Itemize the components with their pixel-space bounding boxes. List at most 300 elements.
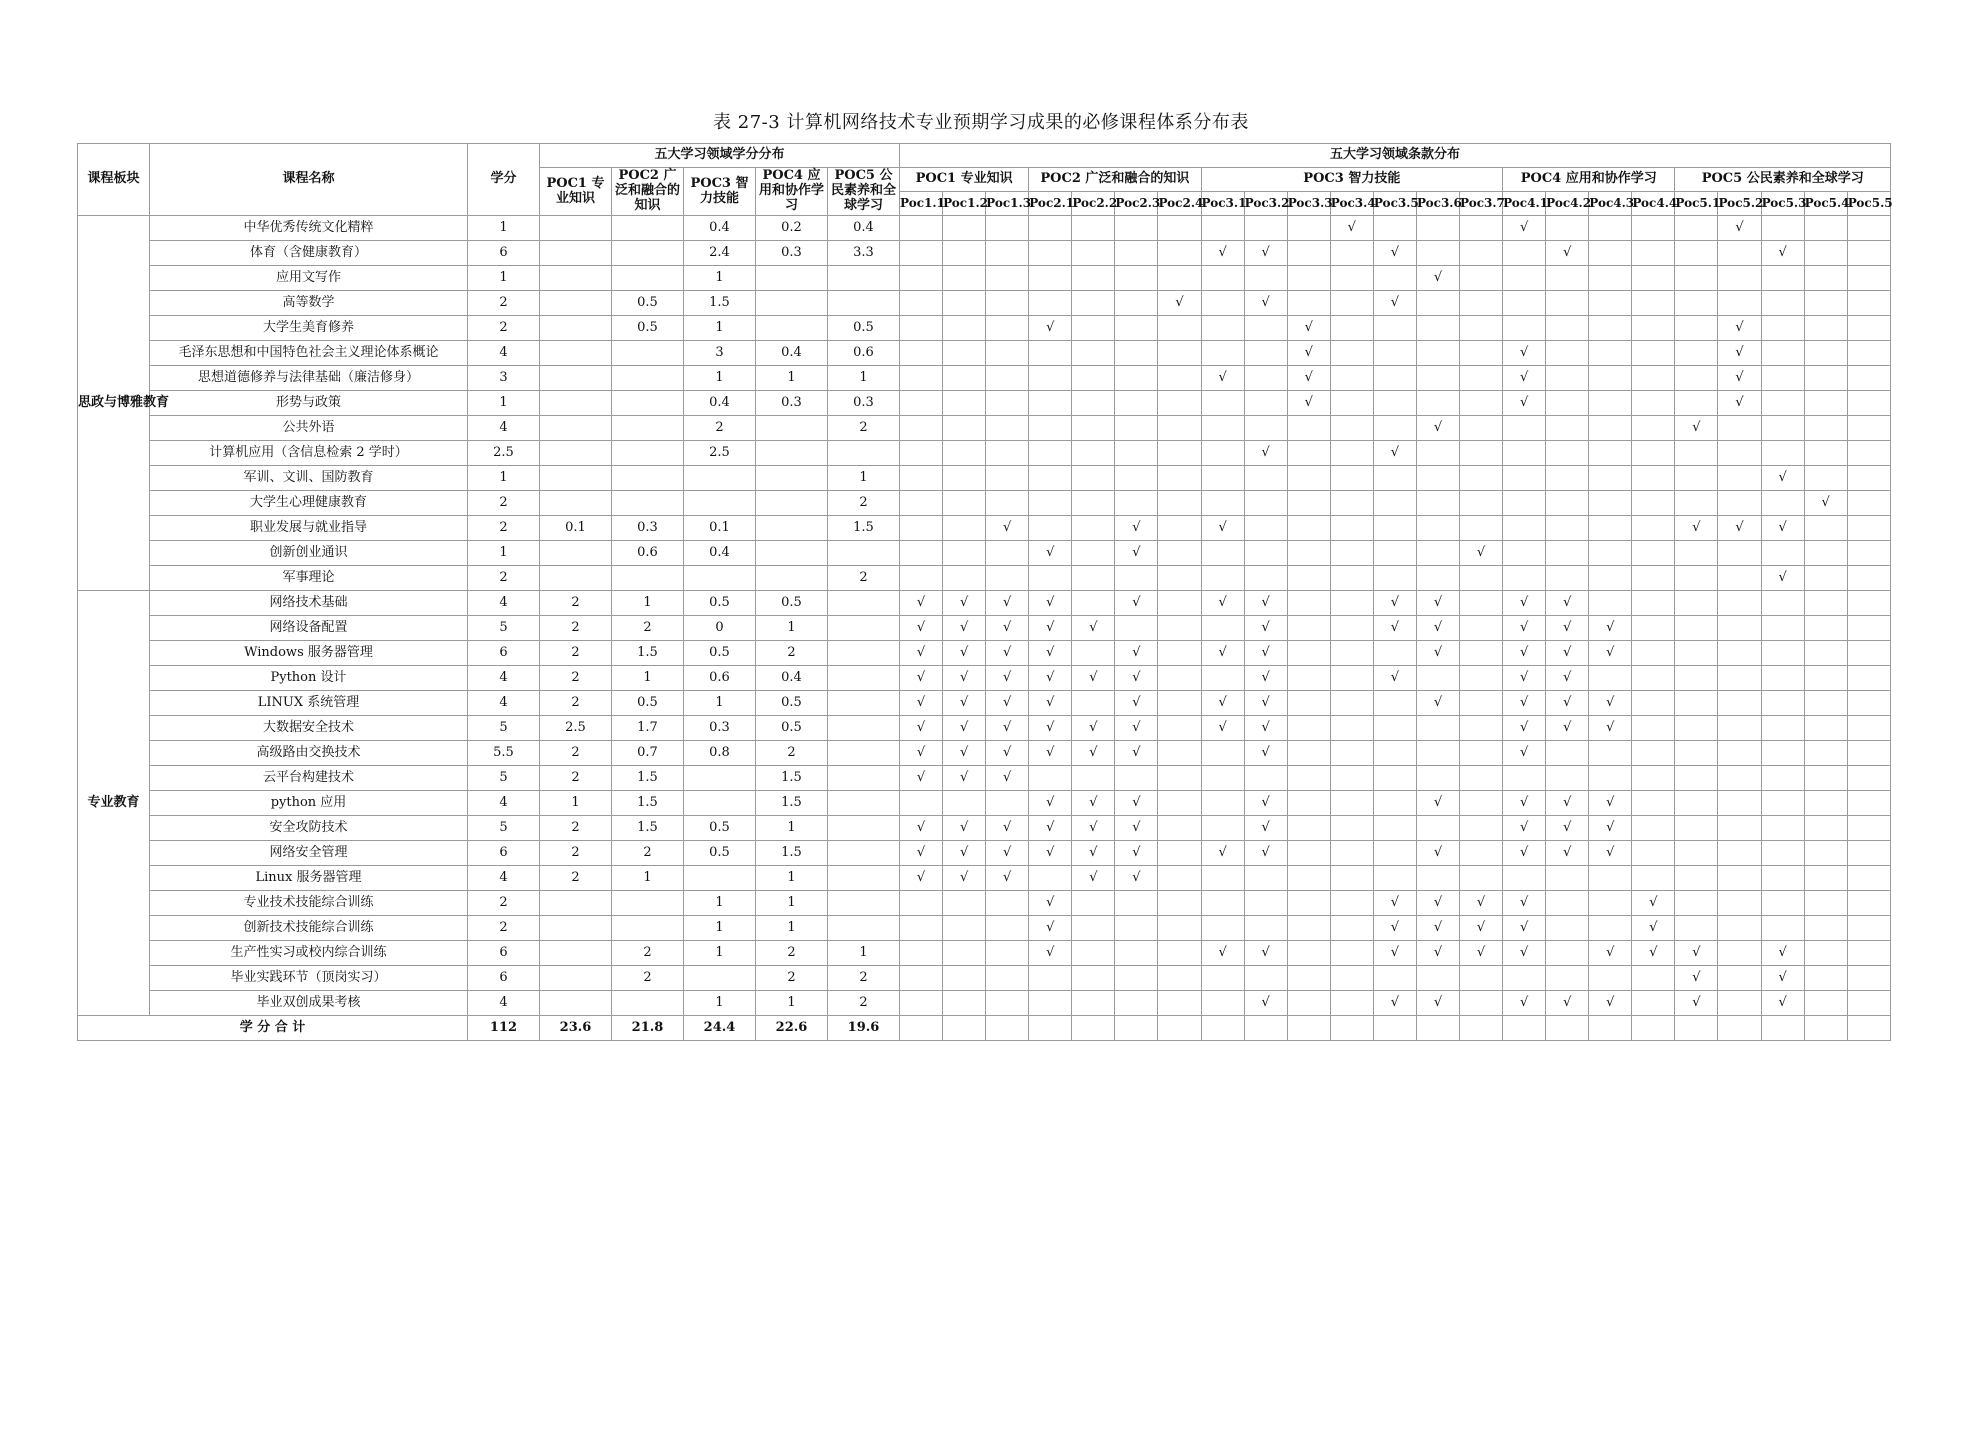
check-mark: √ bbox=[1416, 591, 1459, 616]
empty-cell bbox=[1287, 691, 1330, 716]
check-mark: √ bbox=[1115, 716, 1158, 741]
table-row bbox=[78, 741, 1891, 766]
empty-cell bbox=[943, 366, 986, 391]
poc-credit-cell bbox=[540, 466, 612, 491]
check-mark: √ bbox=[1029, 616, 1072, 641]
empty-cell bbox=[1804, 616, 1847, 641]
empty-cell bbox=[1847, 716, 1890, 741]
poc-credit-cell: 3.3 bbox=[828, 241, 900, 266]
empty-cell bbox=[1373, 491, 1416, 516]
poc-credit-cell: 1 bbox=[684, 316, 756, 341]
course-credit: 2 bbox=[468, 316, 540, 341]
poc-credit-cell bbox=[540, 241, 612, 266]
empty-cell bbox=[1244, 1016, 1287, 1041]
empty-cell bbox=[1115, 491, 1158, 516]
check-mark: √ bbox=[1244, 641, 1287, 666]
empty-cell bbox=[1416, 816, 1459, 841]
course-credit: 3 bbox=[468, 366, 540, 391]
empty-cell bbox=[1115, 291, 1158, 316]
empty-cell bbox=[1675, 541, 1718, 566]
check-mark: √ bbox=[900, 816, 943, 841]
empty-cell bbox=[1373, 541, 1416, 566]
course-name: 军事理论 bbox=[150, 566, 468, 591]
check-mark: √ bbox=[986, 516, 1029, 541]
poc-credit-cell bbox=[540, 291, 612, 316]
empty-cell bbox=[1416, 341, 1459, 366]
table-row bbox=[78, 791, 1891, 816]
check-mark: √ bbox=[1201, 841, 1244, 866]
empty-cell bbox=[1546, 466, 1589, 491]
header-poc-group: POC3 智力技能 bbox=[1201, 168, 1503, 192]
empty-cell bbox=[900, 916, 943, 941]
check-mark: √ bbox=[1761, 941, 1804, 966]
check-mark: √ bbox=[1416, 941, 1459, 966]
empty-cell bbox=[1460, 366, 1503, 391]
empty-cell bbox=[1460, 666, 1503, 691]
empty-cell bbox=[1158, 666, 1201, 691]
empty-cell bbox=[1416, 666, 1459, 691]
empty-cell bbox=[986, 791, 1029, 816]
empty-cell bbox=[1115, 1016, 1158, 1041]
check-mark: √ bbox=[1546, 716, 1589, 741]
empty-cell bbox=[1460, 966, 1503, 991]
empty-cell bbox=[1847, 416, 1890, 441]
empty-cell bbox=[1804, 1016, 1847, 1041]
empty-cell bbox=[1244, 916, 1287, 941]
empty-cell bbox=[1632, 241, 1675, 266]
poc-credit-cell bbox=[612, 241, 684, 266]
empty-cell bbox=[1589, 916, 1632, 941]
poc-credit-cell bbox=[612, 391, 684, 416]
check-mark: √ bbox=[986, 816, 1029, 841]
empty-cell bbox=[1589, 891, 1632, 916]
empty-cell bbox=[1287, 1016, 1330, 1041]
empty-cell bbox=[1546, 966, 1589, 991]
empty-cell bbox=[1072, 566, 1115, 591]
empty-cell bbox=[986, 491, 1029, 516]
empty-cell bbox=[1546, 916, 1589, 941]
empty-cell bbox=[1804, 241, 1847, 266]
empty-cell bbox=[1675, 441, 1718, 466]
empty-cell bbox=[1287, 616, 1330, 641]
empty-cell bbox=[943, 316, 986, 341]
empty-cell bbox=[1503, 466, 1546, 491]
poc-credit-cell bbox=[756, 266, 828, 291]
empty-cell bbox=[1029, 441, 1072, 466]
poc-credit-cell bbox=[612, 916, 684, 941]
poc-credit-cell bbox=[684, 466, 756, 491]
empty-cell bbox=[1847, 841, 1890, 866]
empty-cell bbox=[1201, 291, 1244, 316]
course-name: 军训、文训、国防教育 bbox=[150, 466, 468, 491]
header-poc-credit: POC2 广泛和融合的知识 bbox=[612, 168, 684, 216]
check-mark: √ bbox=[1503, 816, 1546, 841]
empty-cell bbox=[1632, 666, 1675, 691]
empty-cell bbox=[1761, 341, 1804, 366]
check-mark: √ bbox=[1589, 616, 1632, 641]
empty-cell bbox=[1416, 966, 1459, 991]
empty-cell bbox=[1029, 966, 1072, 991]
empty-cell bbox=[1632, 741, 1675, 766]
table-row bbox=[78, 516, 1891, 541]
check-mark: √ bbox=[1589, 716, 1632, 741]
header-poc-credit: POC5 公民素养和全球学习 bbox=[828, 168, 900, 216]
check-mark: √ bbox=[986, 691, 1029, 716]
empty-cell bbox=[1029, 466, 1072, 491]
empty-cell bbox=[1675, 766, 1718, 791]
check-mark: √ bbox=[1201, 516, 1244, 541]
empty-cell bbox=[1718, 616, 1761, 641]
empty-cell bbox=[1761, 291, 1804, 316]
poc-credit-cell: 1 bbox=[756, 991, 828, 1016]
empty-cell bbox=[1115, 766, 1158, 791]
empty-cell bbox=[1847, 241, 1890, 266]
empty-cell bbox=[1675, 391, 1718, 416]
course-name: 创新技术技能综合训练 bbox=[150, 916, 468, 941]
empty-cell bbox=[1460, 816, 1503, 841]
empty-cell bbox=[986, 316, 1029, 341]
empty-cell bbox=[943, 441, 986, 466]
empty-cell bbox=[1201, 316, 1244, 341]
empty-cell bbox=[1330, 691, 1373, 716]
poc-credit-cell: 1 bbox=[684, 916, 756, 941]
check-mark: √ bbox=[943, 591, 986, 616]
empty-cell bbox=[1072, 891, 1115, 916]
header-poc-group: POC4 应用和协作学习 bbox=[1503, 168, 1675, 192]
empty-cell bbox=[1330, 291, 1373, 316]
empty-cell bbox=[1244, 516, 1287, 541]
check-mark: √ bbox=[900, 691, 943, 716]
empty-cell bbox=[1201, 541, 1244, 566]
empty-cell bbox=[1503, 241, 1546, 266]
empty-cell bbox=[1416, 741, 1459, 766]
check-mark: √ bbox=[1589, 816, 1632, 841]
table-row bbox=[78, 816, 1891, 841]
empty-cell bbox=[1373, 691, 1416, 716]
empty-cell bbox=[1115, 341, 1158, 366]
empty-cell bbox=[1330, 241, 1373, 266]
check-mark: √ bbox=[1244, 791, 1287, 816]
course-name: 网络技术基础 bbox=[150, 591, 468, 616]
empty-cell bbox=[1675, 216, 1718, 241]
empty-cell bbox=[1847, 691, 1890, 716]
poc-credit-cell: 2 bbox=[828, 566, 900, 591]
empty-cell bbox=[1546, 766, 1589, 791]
check-mark: √ bbox=[1330, 216, 1373, 241]
header-sub-poc: Poc4.2 bbox=[1546, 192, 1589, 216]
empty-cell bbox=[1373, 316, 1416, 341]
empty-cell bbox=[1546, 266, 1589, 291]
empty-cell bbox=[1546, 391, 1589, 416]
table-row bbox=[78, 241, 1891, 266]
empty-cell bbox=[1460, 766, 1503, 791]
empty-cell bbox=[943, 491, 986, 516]
table-row bbox=[78, 716, 1891, 741]
empty-cell bbox=[1416, 391, 1459, 416]
check-mark: √ bbox=[1761, 466, 1804, 491]
check-mark: √ bbox=[1416, 616, 1459, 641]
poc-credit-cell: 1 bbox=[612, 866, 684, 891]
check-mark: √ bbox=[1546, 991, 1589, 1016]
empty-cell bbox=[1589, 866, 1632, 891]
course-name: 创新创业通识 bbox=[150, 541, 468, 566]
poc-credit-cell: 2 bbox=[540, 841, 612, 866]
course-name: Python 设计 bbox=[150, 666, 468, 691]
empty-cell bbox=[1847, 791, 1890, 816]
empty-cell bbox=[1201, 766, 1244, 791]
empty-cell bbox=[1761, 391, 1804, 416]
poc-credit-cell: 2 bbox=[612, 841, 684, 866]
header-poc-group: POC2 广泛和融合的知识 bbox=[1029, 168, 1201, 192]
empty-cell bbox=[1589, 541, 1632, 566]
empty-cell bbox=[1416, 716, 1459, 741]
empty-cell bbox=[900, 316, 943, 341]
check-mark: √ bbox=[943, 741, 986, 766]
poc-credit-cell: 2 bbox=[540, 616, 612, 641]
empty-cell bbox=[1287, 891, 1330, 916]
check-mark: √ bbox=[1029, 691, 1072, 716]
header-sub-poc: Poc3.4 bbox=[1330, 192, 1373, 216]
poc-credit-cell: 1.5 bbox=[756, 841, 828, 866]
empty-cell bbox=[986, 241, 1029, 266]
empty-cell bbox=[1503, 566, 1546, 591]
check-mark: √ bbox=[1416, 841, 1459, 866]
total-poc-credit: 21.8 bbox=[612, 1016, 684, 1041]
empty-cell bbox=[1072, 391, 1115, 416]
empty-cell bbox=[1072, 541, 1115, 566]
poc-credit-cell: 1 bbox=[756, 366, 828, 391]
empty-cell bbox=[943, 966, 986, 991]
poc-credit-cell bbox=[756, 541, 828, 566]
check-mark: √ bbox=[1761, 241, 1804, 266]
table-row bbox=[78, 416, 1891, 441]
empty-cell bbox=[1330, 441, 1373, 466]
poc-credit-cell bbox=[612, 491, 684, 516]
header-course: 课程名称 bbox=[150, 144, 468, 216]
empty-cell bbox=[1287, 491, 1330, 516]
empty-cell bbox=[1373, 816, 1416, 841]
empty-cell bbox=[1158, 616, 1201, 641]
poc-credit-cell: 1 bbox=[684, 266, 756, 291]
empty-cell bbox=[1416, 441, 1459, 466]
empty-cell bbox=[1373, 766, 1416, 791]
empty-cell bbox=[1330, 316, 1373, 341]
empty-cell bbox=[1460, 841, 1503, 866]
empty-cell bbox=[1029, 766, 1072, 791]
poc-credit-cell bbox=[828, 866, 900, 891]
course-credit: 6 bbox=[468, 241, 540, 266]
check-mark: √ bbox=[1115, 641, 1158, 666]
poc-credit-cell bbox=[828, 266, 900, 291]
empty-cell bbox=[1416, 516, 1459, 541]
empty-cell bbox=[943, 891, 986, 916]
empty-cell bbox=[1072, 766, 1115, 791]
empty-cell bbox=[1718, 416, 1761, 441]
poc-credit-cell bbox=[756, 491, 828, 516]
empty-cell bbox=[1244, 366, 1287, 391]
empty-cell bbox=[1244, 766, 1287, 791]
empty-cell bbox=[943, 341, 986, 366]
header-credit-distribution: 五大学习领域学分分布 bbox=[540, 144, 900, 168]
empty-cell bbox=[1632, 966, 1675, 991]
empty-cell bbox=[1158, 316, 1201, 341]
empty-cell bbox=[1546, 541, 1589, 566]
poc-credit-cell: 0.6 bbox=[828, 341, 900, 366]
empty-cell bbox=[1330, 416, 1373, 441]
empty-cell bbox=[1158, 991, 1201, 1016]
check-mark: √ bbox=[1761, 566, 1804, 591]
empty-cell bbox=[1330, 966, 1373, 991]
empty-cell bbox=[1460, 591, 1503, 616]
poc-credit-cell: 2.5 bbox=[540, 716, 612, 741]
empty-cell bbox=[1675, 816, 1718, 841]
empty-cell bbox=[1158, 516, 1201, 541]
empty-cell bbox=[1503, 541, 1546, 566]
empty-cell bbox=[1460, 616, 1503, 641]
empty-cell bbox=[1244, 316, 1287, 341]
empty-cell bbox=[1115, 216, 1158, 241]
empty-cell bbox=[1589, 491, 1632, 516]
empty-cell bbox=[1675, 841, 1718, 866]
empty-cell bbox=[1675, 241, 1718, 266]
empty-cell bbox=[1287, 741, 1330, 766]
empty-cell bbox=[1029, 341, 1072, 366]
check-mark: √ bbox=[1115, 866, 1158, 891]
empty-cell bbox=[1330, 716, 1373, 741]
empty-cell bbox=[1847, 591, 1890, 616]
empty-cell bbox=[1632, 1016, 1675, 1041]
course-credit: 4 bbox=[468, 416, 540, 441]
empty-cell bbox=[1460, 466, 1503, 491]
check-mark: √ bbox=[1072, 866, 1115, 891]
empty-cell bbox=[1416, 291, 1459, 316]
poc-credit-cell: 1.5 bbox=[756, 766, 828, 791]
empty-cell bbox=[1503, 766, 1546, 791]
poc-credit-cell bbox=[828, 666, 900, 691]
poc-credit-cell bbox=[540, 491, 612, 516]
empty-cell bbox=[1201, 991, 1244, 1016]
check-mark: √ bbox=[1675, 416, 1718, 441]
empty-cell bbox=[1546, 941, 1589, 966]
check-mark: √ bbox=[1546, 641, 1589, 666]
check-mark: √ bbox=[1718, 341, 1761, 366]
course-credit: 1 bbox=[468, 216, 540, 241]
poc-credit-cell: 0.5 bbox=[828, 316, 900, 341]
course-credit: 6 bbox=[468, 841, 540, 866]
poc-credit-cell: 1.5 bbox=[612, 816, 684, 841]
poc-credit-cell: 0.4 bbox=[756, 341, 828, 366]
empty-cell bbox=[1632, 566, 1675, 591]
empty-cell bbox=[1373, 416, 1416, 441]
empty-cell bbox=[986, 941, 1029, 966]
empty-cell bbox=[1761, 441, 1804, 466]
empty-cell bbox=[1847, 616, 1890, 641]
poc-credit-cell: 0.3 bbox=[756, 391, 828, 416]
check-mark: √ bbox=[1072, 841, 1115, 866]
empty-cell bbox=[986, 366, 1029, 391]
header-sub-poc: Poc3.1 bbox=[1201, 192, 1244, 216]
poc-credit-cell: 2.5 bbox=[684, 441, 756, 466]
empty-cell bbox=[1416, 566, 1459, 591]
header-credit: 学分 bbox=[468, 144, 540, 216]
header-sub-poc: Poc2.3 bbox=[1115, 192, 1158, 216]
empty-cell bbox=[943, 941, 986, 966]
poc-credit-cell: 1.5 bbox=[684, 291, 756, 316]
poc-credit-cell bbox=[540, 216, 612, 241]
empty-cell bbox=[1287, 716, 1330, 741]
poc-credit-cell: 0.1 bbox=[684, 516, 756, 541]
empty-cell bbox=[1201, 741, 1244, 766]
poc-credit-cell: 1 bbox=[684, 366, 756, 391]
course-credit: 4 bbox=[468, 341, 540, 366]
empty-cell bbox=[1201, 216, 1244, 241]
poc-credit-cell bbox=[540, 316, 612, 341]
empty-cell bbox=[1804, 841, 1847, 866]
empty-cell bbox=[1330, 916, 1373, 941]
poc-credit-cell: 1 bbox=[612, 591, 684, 616]
empty-cell bbox=[1029, 291, 1072, 316]
empty-cell bbox=[1330, 391, 1373, 416]
check-mark: √ bbox=[1460, 941, 1503, 966]
empty-cell bbox=[1029, 216, 1072, 241]
course-credit: 2.5 bbox=[468, 441, 540, 466]
empty-cell bbox=[1589, 566, 1632, 591]
poc-credit-cell: 2 bbox=[540, 591, 612, 616]
check-mark: √ bbox=[943, 616, 986, 641]
check-mark: √ bbox=[943, 641, 986, 666]
empty-cell bbox=[1718, 241, 1761, 266]
empty-cell bbox=[1460, 516, 1503, 541]
empty-cell bbox=[1847, 466, 1890, 491]
check-mark: √ bbox=[1201, 641, 1244, 666]
check-mark: √ bbox=[1589, 791, 1632, 816]
empty-cell bbox=[1804, 916, 1847, 941]
empty-cell bbox=[1546, 291, 1589, 316]
empty-cell bbox=[1761, 641, 1804, 666]
check-mark: √ bbox=[986, 866, 1029, 891]
poc-credit-cell bbox=[828, 891, 900, 916]
empty-cell bbox=[1632, 541, 1675, 566]
empty-cell bbox=[1546, 441, 1589, 466]
empty-cell bbox=[1373, 641, 1416, 666]
empty-cell bbox=[1718, 716, 1761, 741]
empty-cell bbox=[1847, 516, 1890, 541]
header-sub-poc: Poc4.4 bbox=[1632, 192, 1675, 216]
empty-cell bbox=[1589, 766, 1632, 791]
empty-cell bbox=[1072, 266, 1115, 291]
empty-cell bbox=[1718, 916, 1761, 941]
empty-cell bbox=[1158, 741, 1201, 766]
empty-cell bbox=[1072, 241, 1115, 266]
poc-credit-cell: 2 bbox=[684, 416, 756, 441]
check-mark: √ bbox=[1373, 291, 1416, 316]
check-mark: √ bbox=[1632, 916, 1675, 941]
poc-credit-cell: 2.4 bbox=[684, 241, 756, 266]
empty-cell bbox=[1675, 316, 1718, 341]
header-poc-group: POC5 公民素养和全球学习 bbox=[1675, 168, 1891, 192]
check-mark: √ bbox=[900, 591, 943, 616]
poc-credit-cell: 1 bbox=[828, 466, 900, 491]
empty-cell bbox=[1632, 841, 1675, 866]
empty-cell bbox=[1804, 266, 1847, 291]
poc-credit-cell: 1 bbox=[684, 691, 756, 716]
poc-credit-cell bbox=[756, 516, 828, 541]
empty-cell bbox=[1115, 916, 1158, 941]
poc-credit-cell: 1 bbox=[756, 916, 828, 941]
check-mark: √ bbox=[986, 766, 1029, 791]
empty-cell bbox=[1804, 691, 1847, 716]
empty-cell bbox=[1847, 966, 1890, 991]
